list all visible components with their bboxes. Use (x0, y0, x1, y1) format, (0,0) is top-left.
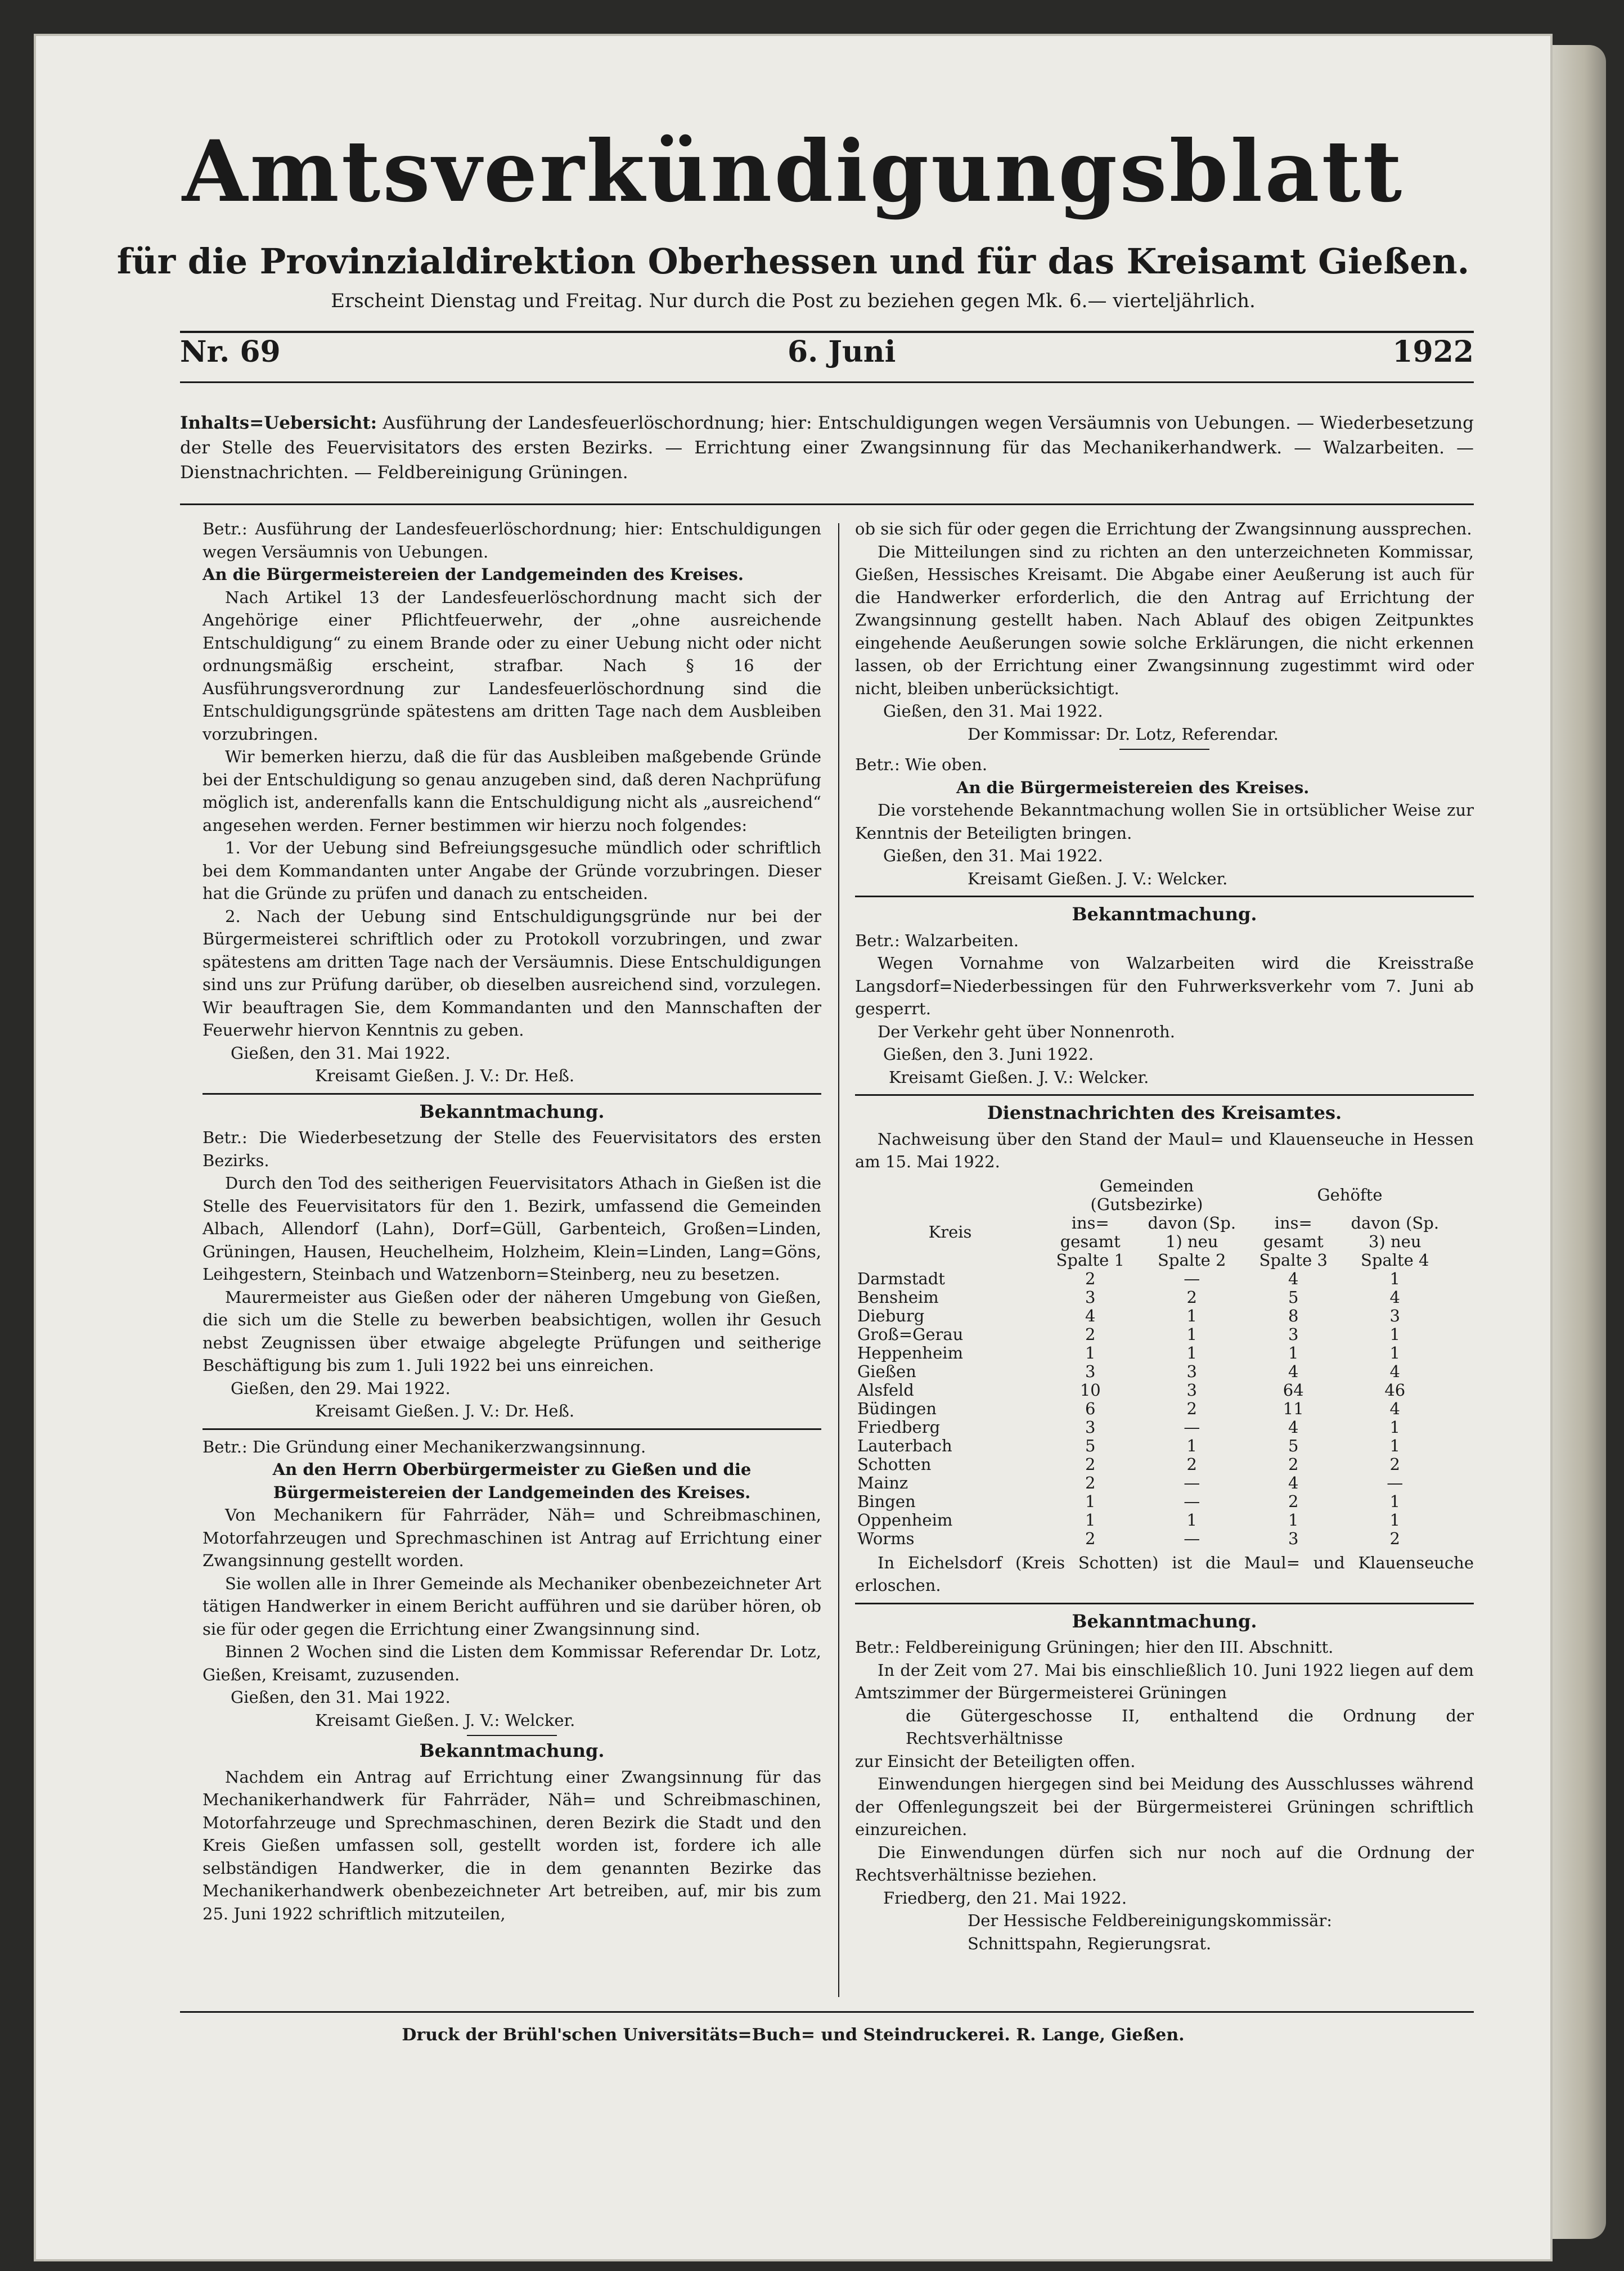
short-divider (1119, 749, 1209, 750)
article-place-date: Gießen, den 31. Mai 1922. (231, 1043, 451, 1063)
table-cell: 2 (1085, 1269, 1096, 1288)
table-cell: 2 (1288, 1491, 1299, 1511)
article-paragraph: Durch den Tod des seitherigen Feuervisitators Athach in Gießen ist die Stelle des Feuervisitators für den 1. Bezirk, umfassend die Gemeinden Albach, Allendorf (Lahn), Dorf=Güll, Garbenteich, Großen=Linden, Grüningen, Hausen, Heuchelheim, Holzheim, Klein=Linden, Lang=Göns, Leihgestern, Steinbach und Watzenborn=Steinberg, neu zu besetzen. (203, 1173, 821, 1284)
table-header: Gehöfte (1317, 1185, 1383, 1204)
table-cell: 4 (1389, 1398, 1400, 1418)
article-paragraph: Einwendungen hiergegen sind bei Meidung des Ausschlusses während der Offenlegungszeit bei der Bürgermeisterei Grüningen schriftlich einzureichen. (855, 1774, 1474, 1839)
article-betr: Betr.: Feldbereinigung Grüningen; hier den III. Abschnitt. (855, 1638, 1334, 1657)
table-cell: 3 (1288, 1528, 1299, 1548)
table-cell: 1 (1186, 1324, 1197, 1344)
article-divider (855, 1603, 1474, 1604)
table-cell: — (1184, 1491, 1200, 1511)
table-row (855, 1307, 1451, 1325)
table-cell: 1 (1186, 1510, 1197, 1530)
article-paragraph: In Eichelsdorf (Kreis Schotten) ist die Maul= und Klauenseuche erloschen. (855, 1553, 1474, 1595)
district-name: Mainz (857, 1473, 908, 1492)
table-cell: 3 (1085, 1287, 1096, 1307)
district-name: Alsfeld (857, 1380, 914, 1400)
table-cell: 3 (1389, 1306, 1400, 1325)
table-cell: 1 (1186, 1436, 1197, 1455)
table-row (855, 1288, 1451, 1307)
table-cell: 4 (1389, 1361, 1400, 1381)
table-cell: 4 (1288, 1473, 1299, 1492)
table-cell: 2 (1186, 1398, 1197, 1418)
article-paragraph: Die vorstehende Bekanntmachung wollen Sie in ortsüblicher Weise zur Kenntnis der Beteiligten bringen. (855, 801, 1474, 843)
column-divider (838, 523, 839, 1997)
article-place-date: Friedberg, den 21. Mai 1922. (883, 1888, 1127, 1908)
article-paragraph: Wir bemerken hierzu, daß die für das Ausbleiben maßgebende Gründe bei der Entschuldigung so genau anzugeben sind, daß deren Nachprüfung möglich ist, anderenfalls kann die Entschuldigung nicht als „ausreichend“ angesehen werden. Ferner bestimmen wir hierzu noch folgendes: (203, 747, 821, 835)
issue-year: 1922 (1392, 335, 1474, 369)
table-cell: 10 (1079, 1380, 1101, 1400)
article-heading: Bekanntmachung. (419, 1100, 605, 1122)
table-cell: 3 (1186, 1361, 1197, 1381)
table-cell: 6 (1085, 1398, 1096, 1418)
table-cell: 5 (1288, 1287, 1299, 1307)
table-cell: 4 (1288, 1269, 1299, 1288)
toc-rule (180, 503, 1474, 505)
table-header: Gemeinden (Gutsbezirke) (1090, 1176, 1203, 1214)
article-betr: Betr.: Die Gründung einer Mechanikerzwangsinnung. (203, 1437, 646, 1456)
article-paragraph: Von Mechanikern für Fahrräder, Näh= und Schreibmaschinen, Motorfahrzeugen und Sprechmaschinen ist Antrag auf Errichtung einer Zwangsinnung gestellt worden. (203, 1505, 821, 1570)
article-heading: Bekanntmachung. (1072, 1610, 1257, 1632)
table-cell: 1 (1389, 1436, 1400, 1455)
table-cell: 1 (1085, 1491, 1096, 1511)
toc-text: Ausführung der Landesfeuerlöschordnung; hier: Entschuldigungen wegen Versäumnis von Uebungen. — Wiederbesetzung der Stelle des Feuervisitators des ersten Bezirks. — Errichtung einer Zwangsinnung für das Mechanikerhandwerk. — Walzarbeiten. — Dienstnachrichten. — Feldbereinigung Grüningen. (180, 413, 1474, 483)
disease-statistics-table (855, 1177, 1451, 1548)
article-paragraph: ob sie sich für oder gegen die Errichtung der Zwangsinnung aussprechen. (855, 519, 1472, 538)
table-cell: 1 (1389, 1417, 1400, 1437)
table-cell: — (1184, 1528, 1200, 1548)
district-name: Dieburg (857, 1306, 925, 1325)
table-cell: 3 (1186, 1380, 1197, 1400)
right-column (855, 518, 1474, 1955)
issue-date: 6. Juni (788, 335, 896, 369)
district-name: Groß=Gerau (857, 1324, 964, 1344)
table-cell: 4 (1085, 1306, 1096, 1325)
article-signature: Der Hessische Feldbereinigungskommissär: (968, 1911, 1333, 1930)
district-name: Lauterbach (857, 1436, 952, 1455)
printer-imprint: Druck der Brühl'schen Universitäts=Buch= und Steindruckerei. R. Lange, Gießen. (402, 2025, 1185, 2045)
table-cell: 1 (1085, 1510, 1096, 1530)
article-place-date: Gießen, den 29. Mai 1922. (231, 1378, 451, 1398)
table-cell: 2 (1186, 1287, 1197, 1307)
article-paragraph: In der Zeit vom 27. Mai bis einschließlich 10. Juni 1922 liegen auf dem Amtszimmer der Bürgermeisterei Grüningen (855, 1660, 1474, 1702)
article-place-date: Gießen, den 31. Mai 1922. (883, 701, 1103, 721)
table-header: Spalte 4 (1361, 1250, 1429, 1270)
article-address: An die Bürgermeistereien der Landgemeinden des Kreises. (203, 565, 744, 584)
district-name: Oppenheim (857, 1510, 953, 1530)
table-cell: 1 (1186, 1306, 1197, 1325)
article-paragraph: Sie wollen alle in Ihrer Gemeinde als Mechaniker obenbezeichneter Art tätigen Handwerker in einem Bericht aufführen und sie darüber hören, ob sie für oder gegen die Errichtung einer Zwangsinnung sind. (203, 1573, 821, 1639)
table-cell: 2 (1389, 1454, 1400, 1474)
masthead-subtitle: für die Provinzialdirektion Oberhessen und für das Kreisamt Gießen. (116, 241, 1470, 282)
article-signature: Kreisamt Gießen. J. V.: Welcker. (889, 1067, 1149, 1087)
masthead-title: Amtsverkündigungsblatt (182, 122, 1405, 221)
table-row (855, 1474, 1451, 1492)
short-divider (467, 1735, 557, 1736)
masthead-notice: Erscheint Dienstag und Freitag. Nur durch die Post zu beziehen gegen Mk. 6.— vierteljährlich. (331, 290, 1256, 312)
article-signature: Kreisamt Gießen. J. V.: Dr. Heß. (315, 1401, 575, 1420)
table-header: ins= gesamt (1060, 1213, 1121, 1251)
district-name: Schotten (857, 1454, 932, 1474)
table-header: davon (Sp. 3) neu (1351, 1213, 1439, 1251)
table-cell: — (1387, 1473, 1403, 1492)
table-cell: 4 (1288, 1417, 1299, 1437)
table-cell: 1 (1389, 1324, 1400, 1344)
table-cell: 8 (1288, 1306, 1299, 1325)
table-row (855, 1325, 1451, 1344)
table-row (855, 1418, 1451, 1437)
toc-label: Inhalts=Uebersicht: (180, 413, 377, 433)
table-header-row (855, 1251, 1451, 1270)
article-address: An die Bürgermeistereien des Kreises. (956, 777, 1310, 797)
table-header: ins= gesamt (1263, 1213, 1324, 1251)
district-name: Darmstadt (857, 1269, 945, 1288)
district-name: Worms (857, 1528, 915, 1548)
article-paragraph: Binnen 2 Wochen sind die Listen dem Kommissar Referendar Dr. Lotz, Gießen, Kreisamt, zuzusenden. (203, 1642, 821, 1684)
table-cell: 5 (1288, 1436, 1299, 1455)
table-cell: — (1184, 1473, 1200, 1492)
table-of-contents (180, 411, 1474, 485)
article-paragraph: Der Verkehr geht über Nonnenroth. (878, 1022, 1175, 1041)
district-name: Bensheim (857, 1287, 939, 1307)
table-cell: 2 (1085, 1454, 1096, 1474)
table-cell: 11 (1283, 1398, 1304, 1418)
issue-number: Nr. 69 (180, 335, 281, 369)
article-paragraph: Die Einwendungen dürfen sich nur noch auf die Ordnung der Rechtsverhältnisse beziehen. (855, 1842, 1474, 1885)
article-signature: Der Kommissar: Dr. Lotz, Referendar. (968, 724, 1279, 744)
table-cell: 1 (1389, 1510, 1400, 1530)
footer-rule (180, 2011, 1474, 2013)
left-column (203, 518, 821, 1925)
article-place-date: Gießen, den 31. Mai 1922. (231, 1688, 451, 1707)
article-signature: Kreisamt Gießen. J. V.: Welcker. (968, 869, 1228, 888)
table-header: davon (Sp. 1) neu (1148, 1213, 1236, 1251)
table-row (855, 1344, 1451, 1362)
table-cell: 3 (1085, 1417, 1096, 1437)
article-paragraph: Maurermeister aus Gießen oder der näheren Umgebung von Gießen, die sich um die Stelle zu bewerben beabsichtigen, wollen ihr Gesuch nebst Zeugnissen über etwaige abgelegte Prüfungen und seitherige Beschäftigung bis zum 1. Juli 1922 bei uns einreichen. (203, 1287, 821, 1375)
list-item: 2. Nach der Uebung sind Entschuldigungsgründe nur bei der Bürgermeisterei schriftlich oder zu Protokoll vorzubringen, und zwar spätestens am dritten Tage nach der Versäumnis. Diese Entschuldigungen sind uns zur Prüfung darüber, ob dieselben ausreichend sind, vorzulegen. Wir beauftragen Sie, dem Kommandanten und den Mannschaften der Feuerwehr hiervon Kenntnis zu geben. (203, 906, 821, 1040)
table-cell: 64 (1283, 1380, 1304, 1400)
table-cell: 2 (1186, 1454, 1197, 1474)
article-signature: Kreisamt Gießen. J. V.: Dr. Heß. (315, 1066, 575, 1085)
issue-row (180, 335, 1474, 385)
district-name: Friedberg (857, 1417, 941, 1437)
article-signature: Kreisamt Gießen. J. V.: Welcker. (315, 1710, 575, 1730)
table-row (855, 1492, 1451, 1511)
article-paragraph: Die Mitteilungen sind zu richten an den unterzeichneten Kommissar, Gießen, Hessisches Kreisamt. Die Abgabe einer Aeußerung ist auch für die Handwerker erforderlich, die den Antrag auf Errichtung der Zwangsinnung gestellt haben. Nach Ablauf des obigen Zeitpunktes eingehende Aeußerungen sowie solche Erklärungen, die nicht erkennen lassen, ob der Errichtung einer Zwangsinnung zugestimmt wird oder nicht, bleiben unberücksichtigt. (855, 542, 1474, 698)
table-cell: 1 (1085, 1343, 1096, 1362)
district-name: Büdingen (857, 1398, 937, 1418)
table-row (855, 1511, 1451, 1530)
table-header: Kreis (928, 1222, 972, 1242)
table-cell: 1 (1288, 1510, 1299, 1530)
table-cell: 2 (1389, 1528, 1400, 1548)
table-cell: 5 (1085, 1436, 1096, 1455)
article-heading: Bekanntmachung. (1072, 903, 1257, 925)
table-header-row (855, 1177, 1451, 1214)
table-header: Spalte 1 (1056, 1250, 1125, 1270)
article-place-date: Gießen, den 3. Juni 1922. (883, 1045, 1094, 1064)
table-cell: 2 (1085, 1528, 1096, 1548)
table-row (855, 1437, 1451, 1455)
article-place-date: Gießen, den 31. Mai 1922. (883, 846, 1103, 865)
table-header: Spalte 3 (1259, 1250, 1328, 1270)
article-address: An den Herrn Oberbürgermeister zu Gießen und die Bürgermeistereien der Landgemeinden des Kreises. (272, 1460, 752, 1502)
table-row (855, 1362, 1451, 1381)
table-header: Spalte 2 (1158, 1250, 1226, 1270)
table-cell: 1 (1288, 1343, 1299, 1362)
table-row (855, 1381, 1451, 1400)
article-divider (855, 1094, 1474, 1096)
article-paragraph: Nach Artikel 13 der Landesfeuerlöschordnung macht sich der Angehörige einer Pflichtfeuerwehr, der „ohne ausreichende Entschuldigung“ zu einem Brande oder zu einer Uebung nicht oder nicht ordnungsmäßig erscheint, strafbar. Nach § 16 der Ausführungsverordnung zur Landesfeuerlöschordnung sind die Entschuldigungsgründe spätestens am dritten Tage nach dem Ausbleiben vorzubringen. (203, 587, 821, 744)
list-item: 1. Vor der Uebung sind Befreiungsgesuche mündlich oder schriftlich bei dem Kommandanten unter Angabe der Gründe vorzubringen. Dieser hat die Gründe zu prüfen und danach zu entscheiden. (203, 838, 821, 903)
newspaper-page (34, 34, 1553, 2261)
table-row (855, 1530, 1451, 1548)
table-cell: 4 (1389, 1287, 1400, 1307)
table-cell: 2 (1085, 1324, 1096, 1344)
table-cell: 3 (1288, 1324, 1299, 1344)
table-cell: 1 (1389, 1343, 1400, 1362)
article-divider (203, 1093, 821, 1095)
table-cell: 1 (1389, 1269, 1400, 1288)
article-paragraph: Nachweisung über den Stand der Maul= und Klauenseuche in Hessen am 15. Mai 1922. (855, 1129, 1474, 1171)
table-cell: 1 (1389, 1491, 1400, 1511)
table-row (855, 1270, 1451, 1288)
article-paragraph: zur Einsicht der Beteiligten offen. (855, 1751, 1136, 1771)
article-betr: Betr.: Ausführung der Landesfeuerlöschordnung; hier: Entschuldigungen wegen Versäumnis von Uebungen. (203, 519, 821, 561)
district-name: Bingen (857, 1491, 916, 1511)
book-edge (1553, 45, 1606, 2239)
article-betr: Betr.: Wie oben. (855, 755, 988, 774)
district-name: Gießen (857, 1361, 916, 1381)
table-row (855, 1455, 1451, 1474)
article-signature: Schnittspahn, Regierungsrat. (968, 1933, 1212, 1953)
table-row (855, 1400, 1451, 1418)
table-cell: 3 (1085, 1361, 1096, 1381)
table-cell: 2 (1288, 1454, 1299, 1474)
masthead-rule (180, 331, 1474, 333)
article-betr: Betr.: Die Wiederbesetzung der Stelle des Feuervisitators des ersten Bezirks. (203, 1128, 821, 1170)
article-heading: Bekanntmachung. (419, 1740, 605, 1761)
article-divider (203, 1428, 821, 1430)
table-cell: 1 (1186, 1343, 1197, 1362)
article-divider (855, 896, 1474, 897)
article-heading: Dienstnachrichten des Kreisamtes. (987, 1102, 1342, 1123)
table-cell: — (1184, 1269, 1200, 1288)
table-cell: 46 (1384, 1380, 1406, 1400)
article-paragraph: die Gütergeschosse II, enthaltend die Ordnung der Rechtsverhältnisse (906, 1706, 1474, 1748)
article-betr: Betr.: Walzarbeiten. (855, 930, 1019, 950)
article-paragraph: Wegen Vornahme von Walzarbeiten wird die Kreisstraße Langsdorf=Niederbessingen für den Fuhrwerksverkehr vom 7. Juni ab gesperrt. (855, 954, 1474, 1018)
table-cell: 4 (1288, 1361, 1299, 1381)
article-paragraph: Nachdem ein Antrag auf Errichtung einer Zwangsinnung für das Mechanikerhandwerk für Fahrräder, Näh= und Schreibmaschinen, Motorfahrzeuge und Sprechmaschinen, deren Bezirk die Stadt und den Kreis Gießen umfassen soll, gestellt worden ist, fordere ich alle selbständigen Handwerker, die in dem genannten Bezirke das Mechanikerhandwerk obenbezeichneter Art betreiben, auf, mir bis zum 25. Juni 1922 schriftlich mitzuteilen, (203, 1767, 821, 1923)
issue-rule (180, 381, 1474, 383)
table-header-row (855, 1214, 1451, 1251)
district-name: Heppenheim (857, 1343, 964, 1362)
table-cell: — (1184, 1417, 1200, 1437)
table-cell: 2 (1085, 1473, 1096, 1492)
